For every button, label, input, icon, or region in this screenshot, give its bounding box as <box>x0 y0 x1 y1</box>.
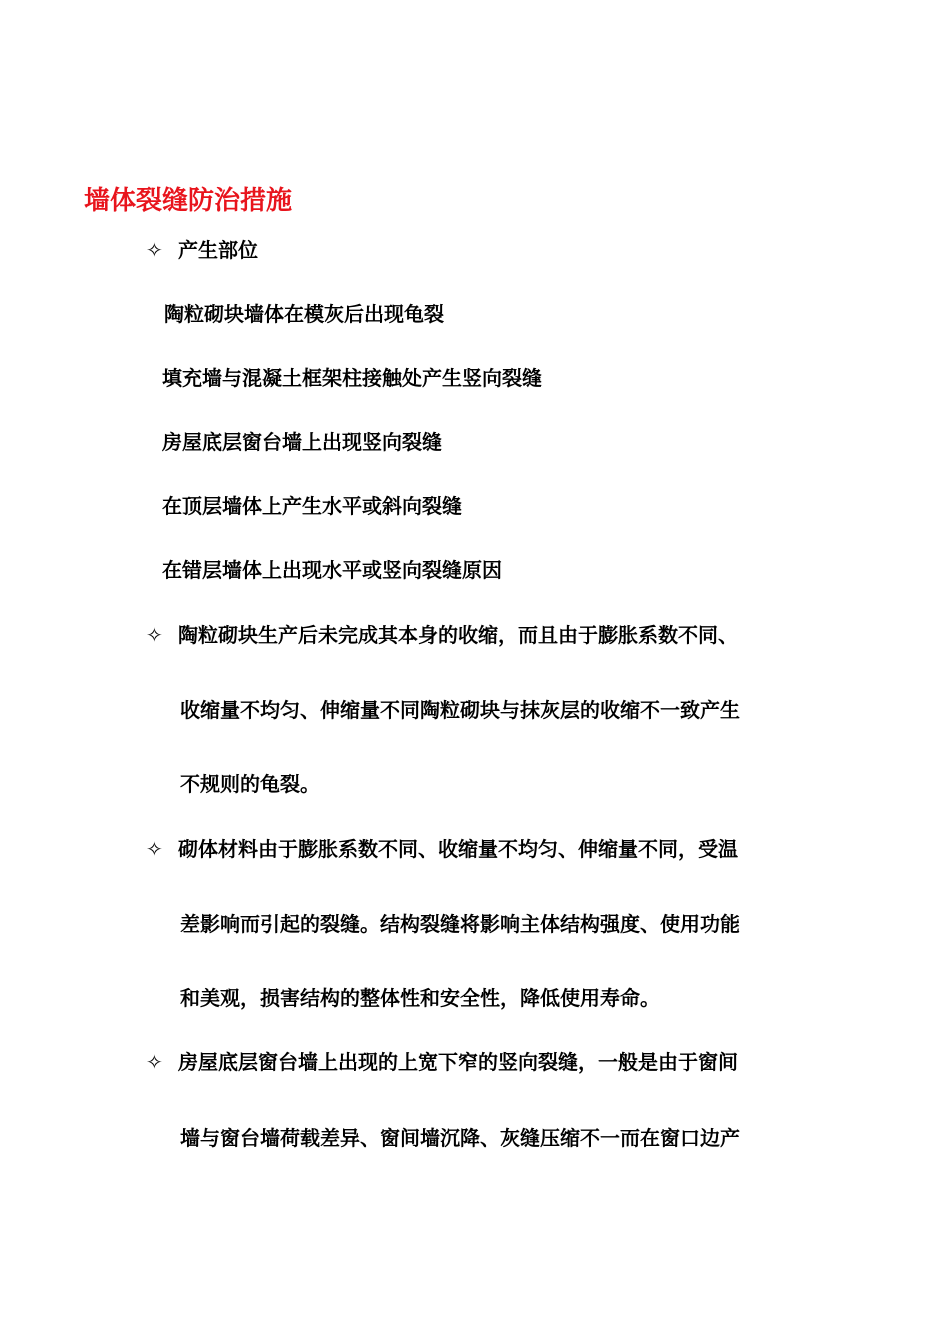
cause-line: 砌体材料由于膨胀系数不同、收缩量不均匀、伸缩量不同，受温 <box>178 837 738 861</box>
cause-line: 不规则的龟裂。 <box>180 772 320 796</box>
location-item: 填充墙与混凝土框架柱接触处产生竖向裂缝 <box>162 366 542 390</box>
location-item: 陶粒砌块墙体在模灰后出现龟裂 <box>164 302 444 326</box>
cause-line: 收缩量不均匀、伸缩量不同陶粒砌块与抹灰层的收缩不一致产生 <box>180 698 740 722</box>
section-heading-row <box>146 236 258 264</box>
section-heading: 产生部位 <box>178 238 258 262</box>
cause-line: 陶粒砌块生产后未完成其本身的收缩，而且由于膨胀系数不同、 <box>178 623 738 647</box>
document-title: 墙体裂缝防治措施 <box>84 186 293 216</box>
location-item: 在顶层墙体上产生水平或斜向裂缝 <box>162 494 462 518</box>
location-item: 在错层墙体上出现水平或竖向裂缝原因 <box>162 558 502 582</box>
cause-line: 差影响而引起的裂缝。结构裂缝将影响主体结构强度、使用功能 <box>180 912 740 936</box>
cause-line: 和美观，损害结构的整体性和安全性，降低使用寿命。 <box>180 986 660 1010</box>
diamond-bullet-icon: ✧ <box>146 837 163 861</box>
diamond-bullet-icon: ✧ <box>146 238 163 262</box>
cause-item <box>146 621 738 649</box>
cause-item <box>146 1048 738 1076</box>
location-item: 房屋底层窗台墙上出现竖向裂缝 <box>162 430 442 454</box>
cause-item <box>146 835 738 863</box>
diamond-bullet-icon: ✧ <box>146 623 163 647</box>
diamond-bullet-icon: ✧ <box>146 1050 163 1074</box>
cause-line: 墙与窗台墙荷载差异、窗间墙沉降、灰缝压缩不一而在窗口边产 <box>180 1126 740 1150</box>
cause-line: 房屋底层窗台墙上出现的上宽下窄的竖向裂缝，一般是由于窗间 <box>178 1050 738 1074</box>
